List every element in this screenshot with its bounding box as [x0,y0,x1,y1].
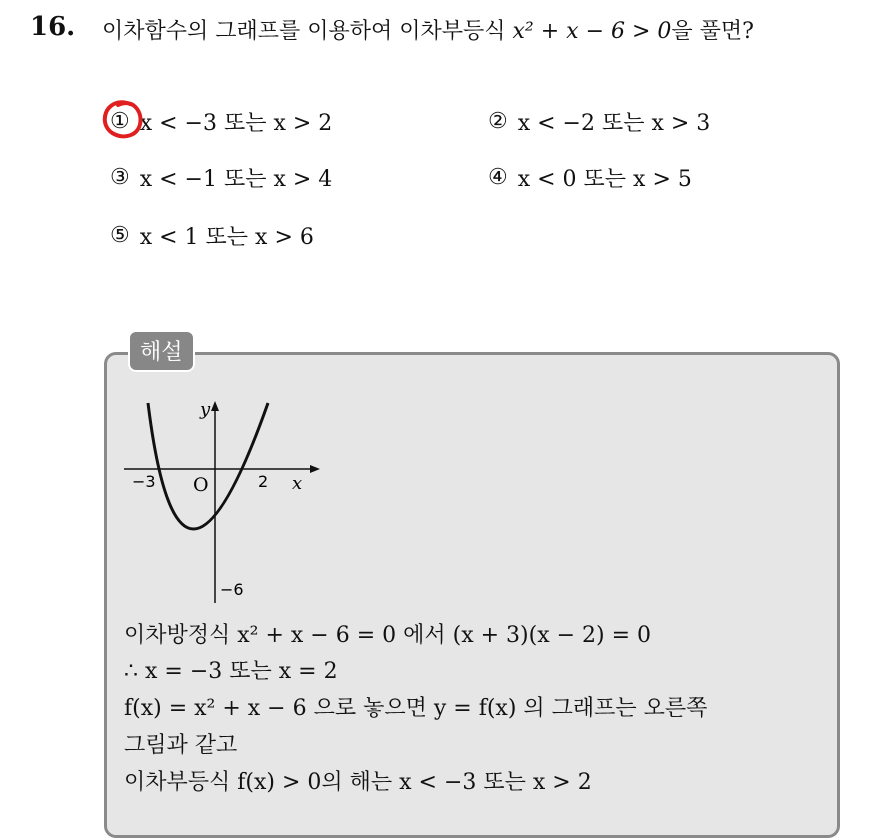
choice-number: ④ [488,165,508,190]
solution-line-1: 이차방정식 x² + x − 6 = 0 에서 (x + 3)(x − 2) = 0 [124,623,652,648]
parabola-curve [148,403,268,529]
choice-text: x < −2 또는 x > 3 [517,111,711,136]
choice-1[interactable] [110,106,332,137]
question-text-suffix: 을 풀면? [671,19,754,44]
right-root-label: 2 [258,472,269,491]
solution-tag: 해설 [128,330,195,372]
solution-line-5: 이차부등식 f(x) > 0의 해는 x < −3 또는 x > 2 [124,770,592,795]
left-root-label: −3 [132,472,156,491]
y-axis-arrow-icon [211,401,219,411]
choice-text: x < −3 또는 x > 2 [139,111,333,136]
question-text-prefix: 이차함수의 그래프를 이용하여 이차부등식 [102,19,513,44]
origin-label: O [193,474,209,496]
choice-number: ② [488,109,508,134]
question-text [102,14,754,45]
question-inequality: x² + x − 6 > 0 [512,19,672,44]
solution-line-2: ∴ x = −3 또는 x = 2 [124,659,338,684]
y-intercept-label: −6 [220,580,244,599]
choice-number: ③ [110,165,130,190]
y-axis-label: y [200,399,211,420]
choice-4[interactable] [488,162,692,193]
choice-number: ① [110,109,130,134]
x-axis-label: x [292,473,303,494]
choice-2[interactable] [488,106,710,137]
solution-line-4: 그림과 같고 [124,733,238,758]
question-number: 16. [30,12,76,42]
choice-text: x < 0 또는 x > 5 [517,167,692,192]
choice-text: x < −1 또는 x > 4 [139,167,333,192]
choice-3[interactable] [110,162,332,193]
x-axis-arrow-icon [310,465,320,473]
solution-line-3: f(x) = x² + x − 6 으로 놓으면 y = f(x) 의 그래프는 오른쪽 [124,696,708,721]
choice-5[interactable] [110,220,314,251]
parabola-graph [120,395,330,605]
choice-number: ⑤ [110,223,130,248]
choice-text: x < 1 또는 x > 6 [139,225,314,250]
